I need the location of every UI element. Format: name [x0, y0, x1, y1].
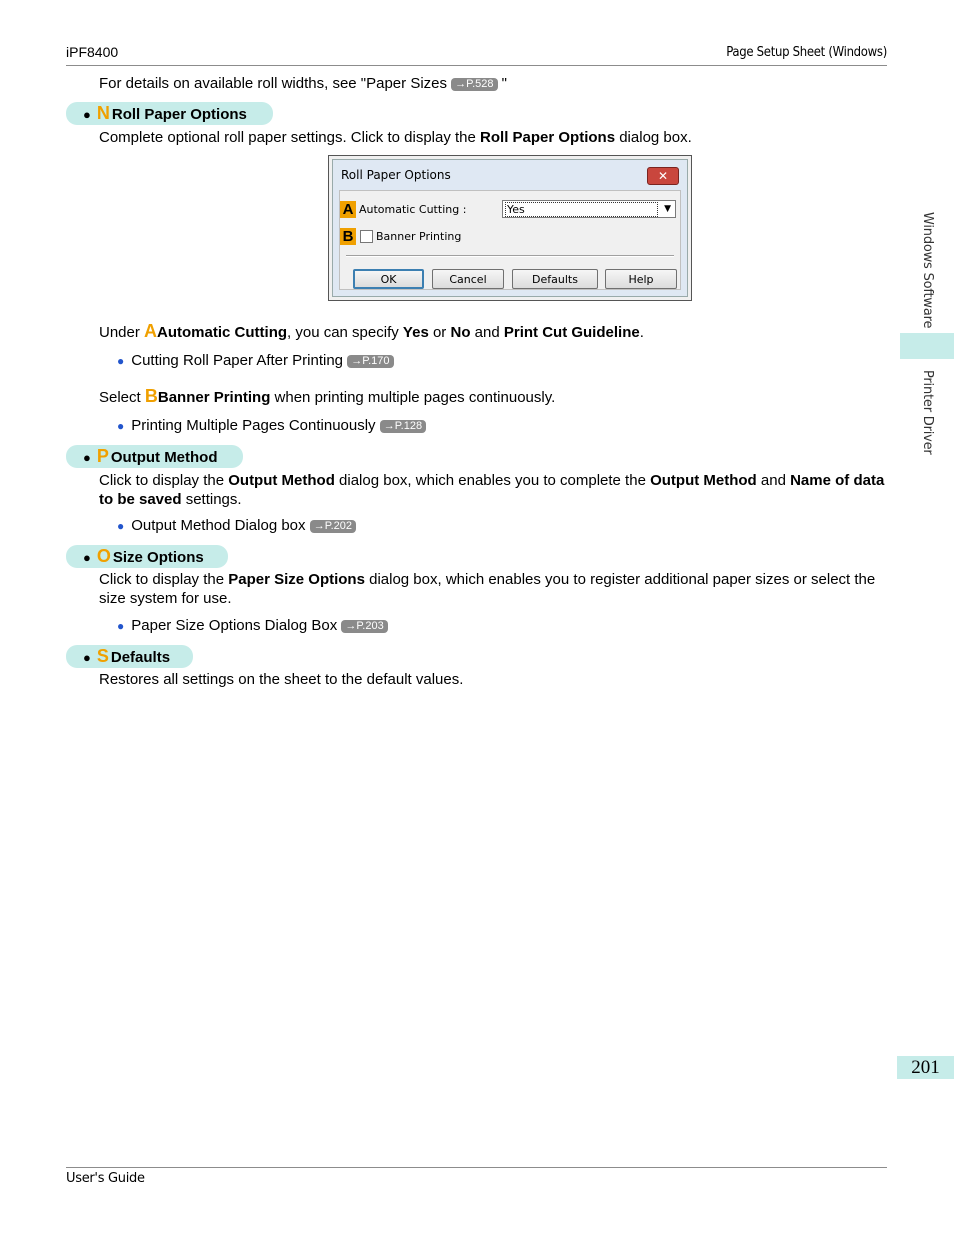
- automatic-cutting-label: Automatic Cutting :: [359, 203, 467, 216]
- roll-paper-options-dialog: [328, 155, 692, 301]
- bullet-dot: ●: [117, 519, 125, 533]
- output-method-description: Click to display the Output Method dialog box, which enables you to complete the Output Method and Name of data to be saved settings.: [99, 472, 885, 508]
- section-letter: S: [96, 646, 109, 666]
- chevron-down-icon[interactable]: ▼: [664, 204, 671, 214]
- section-letter: P: [96, 446, 109, 466]
- banner-printing-label: Banner Printing: [376, 230, 462, 243]
- section-letter: N: [96, 103, 110, 123]
- list-item-cutting: ● Cutting Roll Paper After Printing →P.170: [117, 352, 394, 369]
- section-heading-output-method: [66, 445, 243, 468]
- dialog-separator: [346, 255, 674, 257]
- ref-link-p170[interactable]: →P.170: [347, 355, 393, 368]
- intro-paragraph: [99, 74, 889, 93]
- list-item-size-options: ● Paper Size Options Dialog Box →P.203: [117, 617, 388, 634]
- roll-description: Complete optional roll paper settings. Click to display the Roll Paper Options dialog box.: [99, 129, 692, 146]
- letter-b: B: [144, 386, 158, 406]
- combo-value: Yes: [505, 202, 658, 217]
- page-number: 201: [897, 1056, 954, 1079]
- header-section-title: Page Setup Sheet (Windows): [726, 45, 887, 60]
- bullet-dot: ●: [83, 550, 91, 565]
- bullet-dot: ●: [117, 619, 125, 633]
- bullet-dot: ●: [117, 354, 125, 368]
- defaults-button[interactable]: Defaults: [512, 269, 598, 289]
- side-tab-highlight: [900, 333, 954, 359]
- ref-link-p128[interactable]: →P.128: [380, 420, 426, 433]
- side-tab-windows-software[interactable]: Windows Software: [920, 212, 935, 329]
- section-title: Roll Paper Options: [111, 106, 247, 123]
- header-rule: [66, 65, 887, 66]
- bullet-dot: ●: [83, 107, 91, 122]
- dialog-title: Roll Paper Options: [341, 168, 451, 182]
- section-heading-size-options: [66, 545, 228, 568]
- automatic-cutting-select[interactable]: [502, 200, 676, 218]
- dialog-close-button[interactable]: ✕: [647, 167, 679, 185]
- list-item-banner: ● Printing Multiple Pages Continuously →P.128: [117, 417, 426, 434]
- bullet-dot: ●: [83, 450, 91, 465]
- section-title: Output Method: [110, 449, 218, 466]
- side-tab-printer-driver[interactable]: Printer Driver: [920, 370, 935, 455]
- banner-printing-paragraph: Select BBanner Printing when printing multiple pages continuously.: [99, 386, 556, 406]
- banner-printing-checkbox[interactable]: [360, 230, 373, 243]
- section-title: Defaults: [110, 649, 171, 666]
- defaults-description: Restores all settings on the sheet to the default values.: [99, 671, 464, 688]
- letter-a: A: [144, 321, 158, 341]
- size-options-description: Click to display the Paper Size Options dialog box, which enables you to register additional paper sizes or select the size system for use.: [99, 571, 876, 607]
- footer-text: User's Guide: [66, 1171, 145, 1186]
- ok-button[interactable]: OK: [353, 269, 424, 289]
- bullet-dot: ●: [83, 650, 91, 665]
- header-product: iPF8400: [66, 44, 119, 60]
- ref-link-paper-sizes[interactable]: →P.528: [451, 78, 497, 91]
- section-heading-defaults: [66, 645, 193, 668]
- intro-text: For details on available roll widths, see "Paper Sizes: [99, 75, 447, 92]
- footer-rule: [66, 1167, 887, 1168]
- section-letter: O: [96, 546, 111, 566]
- help-button[interactable]: Help: [605, 269, 677, 289]
- automatic-cutting-paragraph: Under AAutomatic Cutting, you can specify Yes or No and Print Cut Guideline.: [99, 321, 644, 341]
- badge-a: A: [340, 201, 356, 218]
- section-title: Size Options: [112, 549, 204, 566]
- badge-b: B: [340, 228, 356, 245]
- intro-tail: ": [497, 75, 507, 92]
- cancel-button[interactable]: Cancel: [432, 269, 504, 289]
- list-item-output-method: ● Output Method Dialog box →P.202: [117, 517, 356, 534]
- ref-link-p202[interactable]: →P.202: [310, 520, 356, 533]
- bullet-dot: ●: [117, 419, 125, 433]
- ref-link-p203[interactable]: →P.203: [341, 620, 387, 633]
- section-heading-roll-paper-options: [66, 102, 273, 125]
